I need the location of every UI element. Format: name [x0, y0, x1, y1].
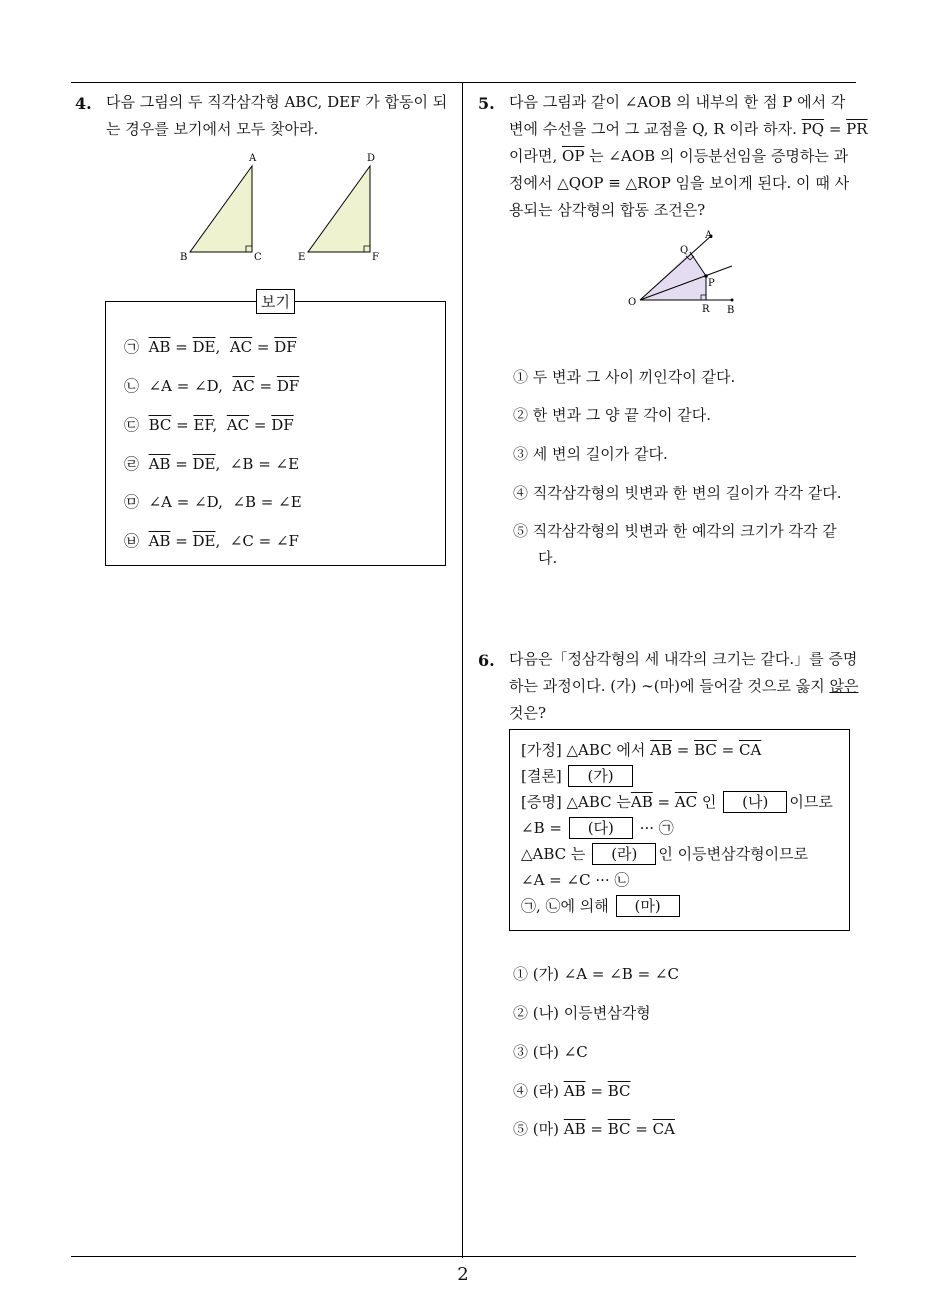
- q6-option-3[interactable]: [513, 1041, 588, 1062]
- label-b: B: [727, 305, 735, 316]
- q6-proof-content: [521, 737, 833, 919]
- segment: $\overline{AB}$: [148, 338, 171, 356]
- segment: $\overline{AB}$: [148, 455, 171, 473]
- q6-option-2[interactable]: [513, 1002, 651, 1023]
- angle-condition: ∠A = ∠D,: [148, 377, 233, 395]
- choice-mark: ㉤: [124, 493, 140, 511]
- q5-stem-line2: [509, 116, 868, 143]
- segment: $\overline{DE}$: [192, 532, 216, 550]
- q5-stem-line4: 정에서 △QOP ≡ △ROP 임을 보이게 된다. 이 때 사: [509, 174, 850, 192]
- q5-option-4[interactable]: ④ 직각삼각형의 빗변과 한 변의 길이가 각각 같다.: [513, 484, 842, 502]
- proof-assumption: [521, 737, 833, 763]
- choice-mark: ㉣: [124, 455, 140, 473]
- q4-stem: [106, 89, 447, 143]
- q5-stem: [509, 89, 868, 224]
- q5-option-1[interactable]: ① 두 변과 그 사이 끼인각이 같다.: [513, 368, 736, 386]
- text: ③ (다) ∠C: [513, 1043, 588, 1061]
- segment: $\overline{PQ}$: [801, 120, 825, 138]
- proof-conclusion: [521, 763, 833, 789]
- proof-step3: [521, 841, 833, 867]
- q6-option-4[interactable]: [513, 1080, 630, 1101]
- label-f: F: [372, 252, 379, 263]
- q6-stem-line1: 다음은「정삼각형의 세 내각의 크기는 같다.」를 증명: [509, 650, 858, 668]
- column-divider: [462, 82, 463, 1258]
- segment: $\overline{OP}$: [562, 147, 585, 165]
- q6-stem: [509, 646, 858, 727]
- blank-da: (다): [569, 817, 633, 839]
- label-o: O: [628, 297, 637, 308]
- equals: =: [585, 1120, 608, 1138]
- equals: =: [652, 793, 675, 811]
- segment: $\overline{AC}$: [674, 793, 698, 811]
- equals: =: [254, 377, 277, 395]
- choice-3: [124, 414, 294, 435]
- q6-number: 6.: [478, 651, 495, 670]
- q5-stem-line1: 다음 그림과 같이 ∠AOB 의 내부의 한 점 P 에서 각: [509, 93, 846, 111]
- q6-stem-line2: [509, 673, 858, 700]
- text: ··· ㉠: [634, 819, 674, 837]
- blank-ga: (가): [568, 765, 632, 787]
- q4-stem-line1: 다음 그림의 두 직각삼각형 ABC, DEF 가 합동이 되: [106, 93, 448, 111]
- blank-ra: (라): [592, 843, 656, 865]
- text: 변에 수선을 그어 그 교점을 Q, R 이라 하자.: [509, 120, 802, 138]
- equals: =: [824, 120, 847, 138]
- q4-triangles-figure: [170, 150, 400, 265]
- separator: ,: [215, 532, 230, 550]
- choice-2: [124, 375, 299, 396]
- segment: $\overline{CA}$: [738, 741, 762, 759]
- choice-mark: ㉠: [124, 338, 140, 356]
- choice-6: [124, 530, 299, 551]
- underlined-not: 않은: [829, 677, 859, 695]
- text: ∠B =: [521, 819, 567, 837]
- page-number: 2: [457, 1264, 469, 1285]
- q6-stem-line3: 것은?: [509, 704, 547, 722]
- q6-option-1[interactable]: [513, 963, 679, 984]
- segment: $\overline{AC}$: [229, 338, 253, 356]
- text: ① (가) ∠A = ∠B = ∠C: [513, 965, 679, 983]
- proof-step5: [521, 893, 833, 919]
- segment: $\overline{AB}$: [563, 1120, 586, 1138]
- choice-5: [124, 491, 302, 512]
- equals: =: [170, 532, 193, 550]
- segment: $\overline{AB}$: [148, 532, 171, 550]
- angle-condition: ∠C = ∠F: [229, 532, 299, 550]
- equals: =: [716, 741, 739, 759]
- choice-mark: ㉢: [124, 416, 140, 434]
- segment: $\overline{DE}$: [192, 455, 216, 473]
- q4-box-title: 보기: [256, 289, 295, 314]
- proof-step4: ∠A = ∠C ··· ㉡: [521, 871, 630, 889]
- segment: $\overline{BC}$: [694, 741, 717, 759]
- point-b: [731, 299, 734, 302]
- angle-condition: ∠B = ∠E: [229, 455, 300, 473]
- segment: $\overline{BC}$: [607, 1120, 631, 1138]
- q5-stem-line3: [509, 143, 868, 170]
- triangle-abc: [190, 166, 252, 252]
- equals: =: [630, 1120, 653, 1138]
- proof-step2: [521, 815, 833, 841]
- q5-option-5[interactable]: ⑤ 직각삼각형의 빗변과 한 예각의 크기가 각각 같: [513, 522, 837, 540]
- label-p: P: [708, 278, 715, 289]
- text: ② (나) 이등변삼각형: [513, 1004, 651, 1022]
- q5-option-2[interactable]: ② 한 변과 그 양 끝 각이 같다.: [513, 406, 712, 424]
- segment: $\overline{DF}$: [271, 416, 294, 434]
- segment: $\overline{AC}$: [226, 416, 250, 434]
- segment: $\overline{BC}$: [607, 1082, 631, 1100]
- angle-condition: ∠A = ∠D,: [148, 493, 233, 511]
- equals: =: [170, 338, 193, 356]
- equals: =: [252, 338, 275, 356]
- text: ㉠, ㉡에 의해: [521, 897, 614, 915]
- text: [가정] △ABC 에서: [521, 741, 651, 759]
- text: [결론]: [521, 767, 567, 785]
- q5-number: 5.: [478, 94, 495, 113]
- segment: $\overline{PR}$: [846, 120, 868, 138]
- top-rule: [71, 82, 856, 83]
- segment: $\overline{BC}$: [148, 416, 172, 434]
- q4-number: 4.: [75, 94, 92, 113]
- text: 인: [697, 793, 722, 811]
- text: ④ (라): [513, 1082, 564, 1100]
- label-q: Q: [680, 245, 689, 256]
- q5-angle-figure: [620, 228, 750, 318]
- separator: ,: [212, 416, 227, 434]
- q5-stem-line5: 용되는 삼각형의 합동 조건은?: [509, 201, 706, 219]
- text: [증명] △ABC 는: [521, 793, 631, 811]
- blank-na: (나): [723, 791, 787, 813]
- label-a: A: [705, 230, 713, 241]
- segment: $\overline{AB}$: [630, 793, 653, 811]
- text: 하는 과정이다. (가) ∼(마)에 들어갈 것으로 옳지: [509, 677, 830, 695]
- text: 이므로: [789, 793, 833, 811]
- label-r: R: [702, 304, 710, 315]
- text: 인 이등변삼각형이므로: [658, 845, 809, 863]
- shaded-region-qopr: [640, 252, 706, 300]
- label-e: E: [298, 252, 306, 263]
- text: ⑤ (마): [513, 1120, 564, 1138]
- label-a: A: [249, 153, 257, 164]
- equals: =: [249, 416, 272, 434]
- q4-stem-line2: 는 경우를 보기에서 모두 찾아라.: [106, 120, 319, 138]
- angle-condition: ∠B = ∠E: [232, 493, 302, 511]
- segment: $\overline{EF}$: [193, 416, 213, 434]
- separator: ,: [215, 455, 230, 473]
- segment: $\overline{DF}$: [276, 377, 300, 395]
- segment: $\overline{AB}$: [650, 741, 672, 759]
- label-d: D: [367, 153, 376, 164]
- choice-mark: ㉡: [124, 377, 140, 395]
- segment: $\overline{DE}$: [192, 338, 216, 356]
- segment: $\overline{AB}$: [563, 1082, 586, 1100]
- text: 이라면,: [509, 147, 563, 165]
- equals: =: [585, 1082, 608, 1100]
- separator: ,: [215, 338, 230, 356]
- choice-mark: ㉥: [124, 532, 140, 550]
- segment: $\overline{AC}$: [232, 377, 255, 395]
- text: △ABC 는: [521, 845, 591, 863]
- text: 는 ∠AOB 의 이등분선임을 증명하는 과: [584, 147, 849, 165]
- bottom-rule: [71, 1256, 856, 1257]
- equals: =: [171, 416, 194, 434]
- q5-option-3[interactable]: ③ 세 변의 길이가 같다.: [513, 445, 668, 463]
- label-b: B: [180, 252, 188, 263]
- choice-4: [124, 453, 299, 474]
- triangle-def: [308, 166, 370, 252]
- equals: =: [170, 455, 193, 473]
- choice-1: [124, 336, 297, 357]
- equals: =: [671, 741, 695, 759]
- segment: $\overline{CA}$: [652, 1120, 675, 1138]
- segment: $\overline{DF}$: [274, 338, 297, 356]
- q5-option-5-continued: 다.: [538, 549, 558, 567]
- proof-step1: [521, 789, 833, 815]
- q6-option-5[interactable]: [513, 1118, 675, 1139]
- label-c: C: [254, 252, 262, 263]
- blank-ma: (마): [616, 895, 680, 917]
